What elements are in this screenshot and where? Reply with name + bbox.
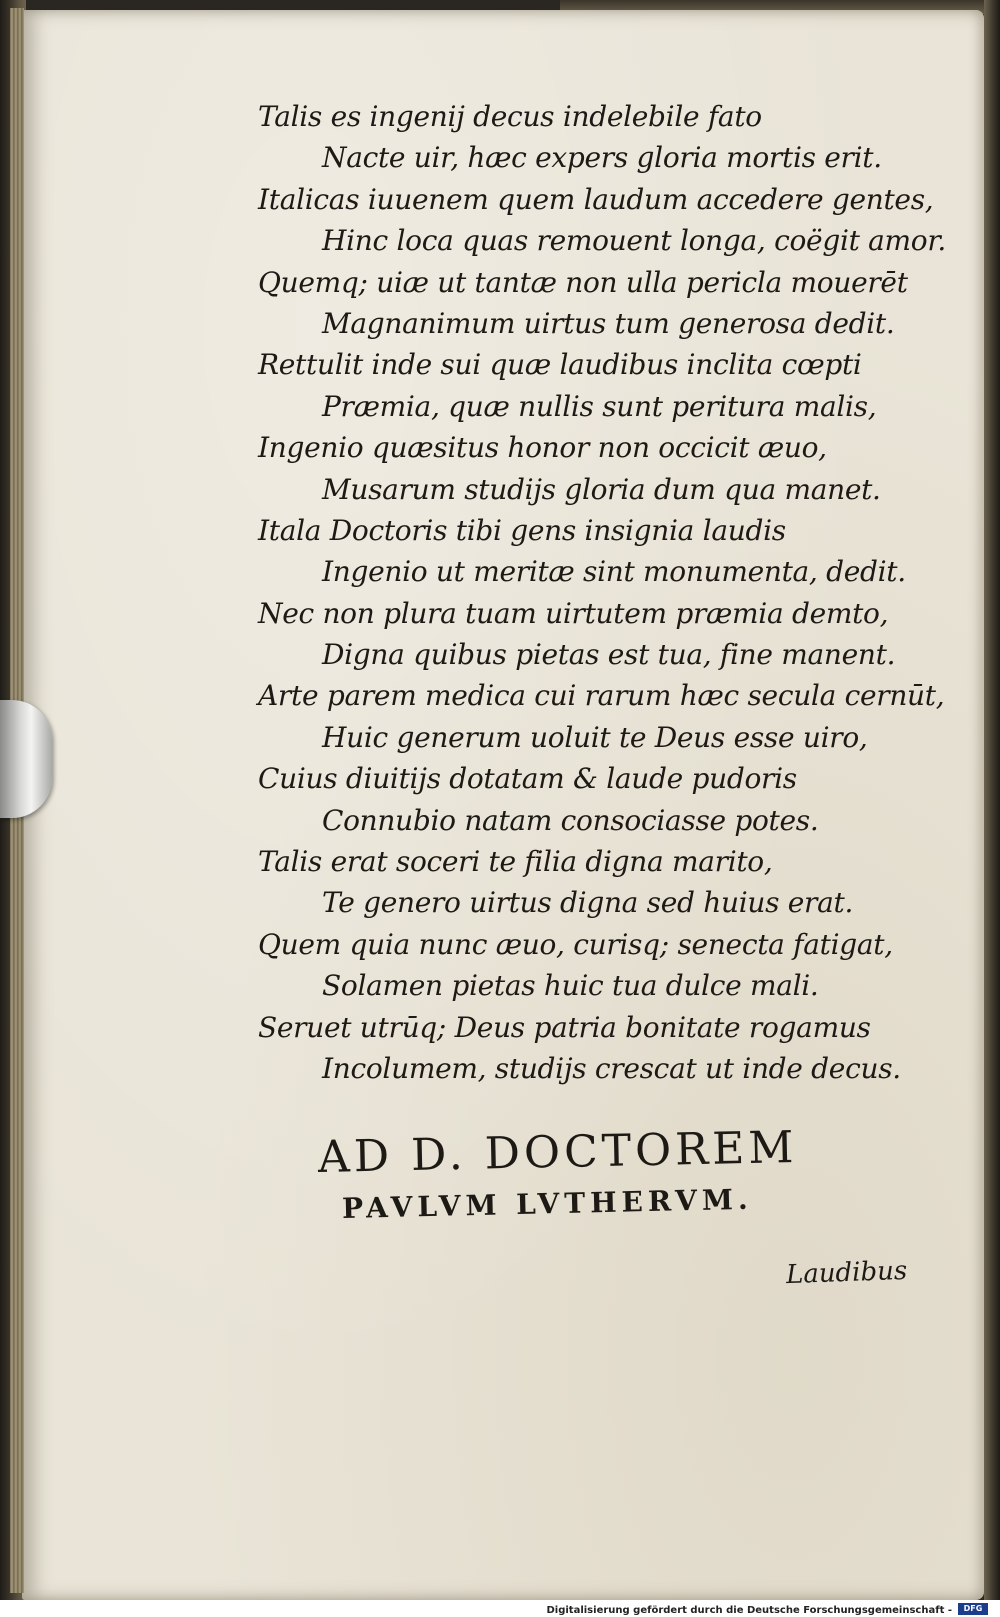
verse-line: Italicas iuuenem quem laudum accedere gentes, bbox=[258, 182, 934, 216]
latin-verse bbox=[258, 96, 946, 1089]
verse-line: Cuius diuitijs dotatam & laude pudoris bbox=[258, 762, 797, 796]
verse-line: Digna quibus pietas est tua, fine manent. bbox=[322, 638, 896, 672]
footer-credit: Digitalisierung gefördert durch die Deutsche Forschungsgemeinschaft - bbox=[546, 1605, 952, 1616]
verse-line: Ingenio quæsitus honor non occicit æuo, bbox=[258, 431, 827, 465]
page-clip-holder bbox=[0, 700, 52, 818]
verse-line: Nacte uir, hæc expers gloria mortis erit. bbox=[322, 141, 882, 175]
section-subheading: PAVLVM LVTHERVM. bbox=[341, 1182, 754, 1225]
verse-line: Arte parem medica cui rarum hæc secula cernūt, bbox=[258, 679, 945, 713]
verse-line: Magnanimum uirtus tum generosa dedit. bbox=[322, 306, 895, 340]
verse-line: Itala Doctoris tibi gens insignia laudis bbox=[258, 513, 786, 547]
verse-line: Talis erat soceri te filia digna marito, bbox=[258, 845, 773, 879]
verse-line: Nec non plura tuam uirtutem præmia demto, bbox=[258, 596, 889, 630]
verse-line: Seruet utrūq; Deus patria bonitate rogamus bbox=[258, 1010, 871, 1044]
verse-line: Rettulit inde sui quæ laudibus inclita cœpti bbox=[258, 348, 862, 382]
verse-line: Huic generum uoluit te Deus esse uiro, bbox=[322, 720, 868, 754]
verse-line: Connubio natam consociasse potes. bbox=[322, 803, 819, 837]
verse-line: Musarum studijs gloria dum qua manet. bbox=[322, 472, 881, 506]
section-heading: AD D. DOCTOREM bbox=[317, 1121, 798, 1183]
verse-line: Incolumem, studijs crescat ut inde decus. bbox=[322, 1051, 901, 1085]
verse-line: Talis es ingenij decus indelebile fato bbox=[258, 100, 762, 133]
footer-bar bbox=[0, 1600, 1000, 1617]
book-edge-right bbox=[984, 0, 1000, 1600]
verse-line: Te genero uirtus digna sed huius erat. bbox=[322, 886, 854, 920]
dfg-logo-icon: DFG bbox=[958, 1603, 988, 1615]
verse-line: Ingenio ut meritæ sint monumenta, dedit. bbox=[322, 555, 906, 589]
verse-line: Præmia, quæ nullis sunt peritura malis, bbox=[322, 389, 877, 423]
verse-line: Hinc loca quas remouent longa, coëgit amor. bbox=[322, 224, 946, 258]
verse-line: Quem quia nunc æuo, curisq; senecta fatigat, bbox=[258, 927, 893, 961]
verse-line: Solamen pietas huic tua dulce mali. bbox=[322, 969, 819, 1003]
verse-line: Quemq; uiæ ut tantæ non ulla pericla mouerēt bbox=[258, 265, 908, 299]
catchword: Laudibus bbox=[785, 1255, 908, 1291]
